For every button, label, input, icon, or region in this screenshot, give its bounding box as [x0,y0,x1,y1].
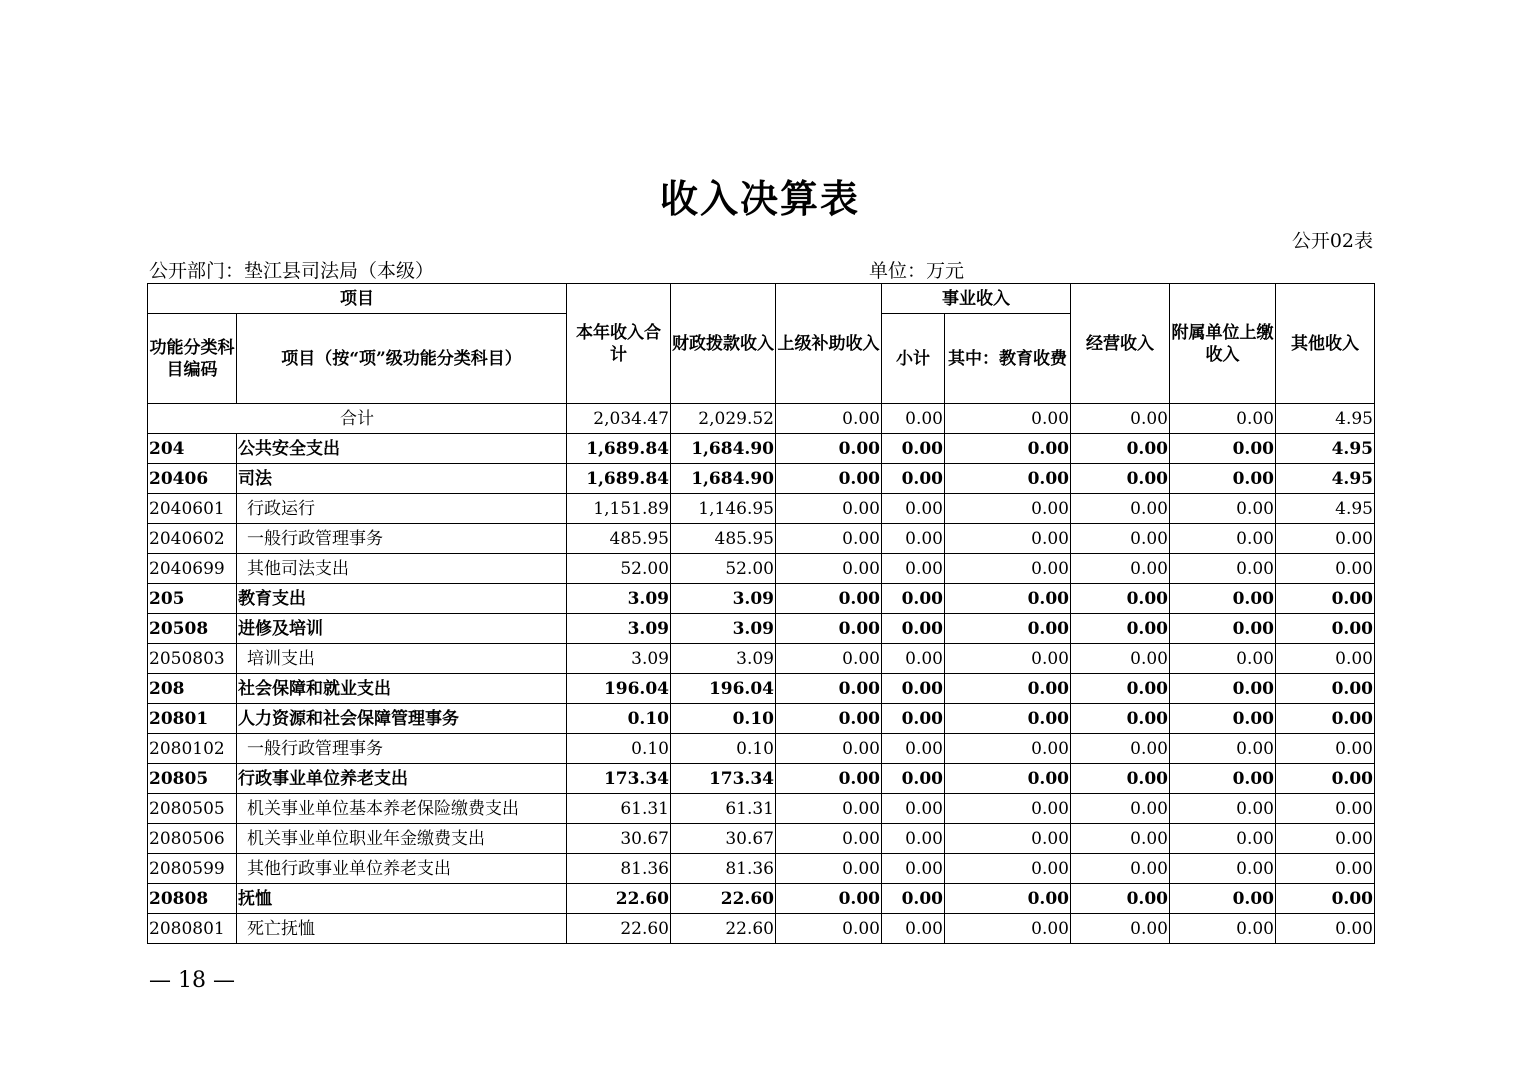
row-name: 其他司法支出 [237,554,567,584]
header-code: 功能分类科目编码 [148,314,237,404]
row-code: 208 [148,674,237,704]
cell-total: 81.36 [567,854,671,884]
cell-operation: 0.00 [1071,764,1170,794]
cell-other: 0.00 [1276,854,1375,884]
table-row [148,884,1375,914]
row-code: 2040699 [148,554,237,584]
cell-total: 485.95 [567,524,671,554]
cell-fiscal: 30.67 [671,824,776,854]
header-subtotal: 小计 [882,314,945,404]
row-code: 2080505 [148,794,237,824]
cell-other: 4.95 [1276,434,1375,464]
cell-superior: 0.00 [776,734,882,764]
row-code: 2080599 [148,854,237,884]
cell-education: 0.00 [945,704,1071,734]
row-name: 行政运行 [237,494,567,524]
cell-other: 0.00 [1276,644,1375,674]
cell-affiliated: 0.00 [1170,464,1276,494]
table-body [148,404,1375,944]
cell-total: 22.60 [567,914,671,944]
cell-other: 4.95 [1276,494,1375,524]
cell-total: 3.09 [567,584,671,614]
cell-affiliated: 0.00 [1170,674,1276,704]
row-name: 其他行政事业单位养老支出 [237,854,567,884]
cell-operation: 0.00 [1071,554,1170,584]
cell-affiliated: 0.00 [1170,584,1276,614]
cell-other: 0.00 [1276,584,1375,614]
cell-education: 0.00 [945,614,1071,644]
cell-superior: 0.00 [776,554,882,584]
cell-education: 0.00 [945,824,1071,854]
cell-other: 0.00 [1276,914,1375,944]
cell-total: 22.60 [567,884,671,914]
cell-fiscal: 3.09 [671,614,776,644]
cell-superior: 0.00 [776,494,882,524]
cell-total: 3.09 [567,614,671,644]
table-row [148,674,1375,704]
cell-operation: 0.00 [1071,584,1170,614]
cell-other: 0.00 [1276,764,1375,794]
cell-operation: 0.00 [1071,404,1170,434]
cell-fiscal: 52.00 [671,554,776,584]
cell-affiliated: 0.00 [1170,524,1276,554]
cell-subtotal: 0.00 [882,434,945,464]
cell-operation: 0.00 [1071,704,1170,734]
row-name: 社会保障和就业支出 [237,674,567,704]
cell-education: 0.00 [945,434,1071,464]
cell-superior: 0.00 [776,824,882,854]
header-fiscal: 财政拨款收入 [671,284,776,404]
cell-superior: 0.00 [776,884,882,914]
cell-affiliated: 0.00 [1170,884,1276,914]
cell-education: 0.00 [945,734,1071,764]
cell-subtotal: 0.00 [882,554,945,584]
cell-operation: 0.00 [1071,524,1170,554]
cell-subtotal: 0.00 [882,404,945,434]
table-row [148,404,1375,434]
table-row [148,854,1375,884]
cell-affiliated: 0.00 [1170,644,1276,674]
cell-subtotal: 0.00 [882,734,945,764]
cell-education: 0.00 [945,884,1071,914]
cell-superior: 0.00 [776,614,882,644]
cell-total: 1,689.84 [567,434,671,464]
table-row [148,524,1375,554]
cell-fiscal: 1,684.90 [671,434,776,464]
cell-fiscal: 3.09 [671,644,776,674]
cell-operation: 0.00 [1071,824,1170,854]
cell-subtotal: 0.00 [882,644,945,674]
cell-total: 30.67 [567,824,671,854]
row-name: 培训支出 [237,644,567,674]
row-code: 2080102 [148,734,237,764]
cell-other: 0.00 [1276,614,1375,644]
cell-subtotal: 0.00 [882,854,945,884]
cell-superior: 0.00 [776,404,882,434]
row-code: 2050803 [148,644,237,674]
cell-education: 0.00 [945,464,1071,494]
table-row [148,764,1375,794]
cell-operation: 0.00 [1071,854,1170,884]
cell-education: 0.00 [945,914,1071,944]
cell-operation: 0.00 [1071,734,1170,764]
cell-superior: 0.00 [776,794,882,824]
header-superior: 上级补助收入 [776,284,882,404]
cell-fiscal: 22.60 [671,884,776,914]
table-row [148,554,1375,584]
cell-fiscal: 485.95 [671,524,776,554]
department-label: 公开部门：垫江县司法局（本级） [149,260,435,282]
row-name: 一般行政管理事务 [237,524,567,554]
row-code: 20801 [148,704,237,734]
cell-total: 61.31 [567,794,671,824]
table-row [148,644,1375,674]
cell-total: 3.09 [567,644,671,674]
row-code: 2040602 [148,524,237,554]
cell-education: 0.00 [945,584,1071,614]
cell-affiliated: 0.00 [1170,794,1276,824]
cell-education: 0.00 [945,794,1071,824]
cell-superior: 0.00 [776,704,882,734]
unit-label: 单位：万元 [869,260,965,282]
cell-subtotal: 0.00 [882,464,945,494]
cell-other: 0.00 [1276,524,1375,554]
cell-education: 0.00 [945,644,1071,674]
header-name: 项目（按“项”级功能分类科目） [237,314,567,404]
cell-total: 2,034.47 [567,404,671,434]
cell-education: 0.00 [945,554,1071,584]
table-row [148,464,1375,494]
cell-subtotal: 0.00 [882,794,945,824]
cell-other: 0.00 [1276,674,1375,704]
header-total: 本年收入合计 [567,284,671,404]
cell-other: 4.95 [1276,404,1375,434]
cell-affiliated: 0.00 [1170,614,1276,644]
cell-operation: 0.00 [1071,434,1170,464]
cell-education: 0.00 [945,854,1071,884]
cell-other: 0.00 [1276,554,1375,584]
cell-affiliated: 0.00 [1170,704,1276,734]
cell-other: 0.00 [1276,884,1375,914]
row-code: 2040601 [148,494,237,524]
cell-fiscal: 1,146.95 [671,494,776,524]
cell-operation: 0.00 [1071,674,1170,704]
row-name: 一般行政管理事务 [237,734,567,764]
cell-fiscal: 1,684.90 [671,464,776,494]
cell-superior: 0.00 [776,524,882,554]
cell-subtotal: 0.00 [882,614,945,644]
header-affiliated: 附属单位上缴收入 [1170,284,1276,404]
cell-fiscal: 173.34 [671,764,776,794]
cell-total: 52.00 [567,554,671,584]
cell-superior: 0.00 [776,464,882,494]
cell-operation: 0.00 [1071,494,1170,524]
table-row [148,704,1375,734]
cell-subtotal: 0.00 [882,584,945,614]
row-name: 进修及培训 [237,614,567,644]
header-other: 其他收入 [1276,284,1375,404]
cell-affiliated: 0.00 [1170,404,1276,434]
header-education: 其中：教育收费 [945,314,1071,404]
cell-superior: 0.00 [776,914,882,944]
table-row [148,794,1375,824]
row-code: 20406 [148,464,237,494]
cell-affiliated: 0.00 [1170,434,1276,464]
table-row [148,614,1375,644]
cell-fiscal: 81.36 [671,854,776,884]
cell-superior: 0.00 [776,644,882,674]
table-row [148,494,1375,524]
cell-other: 4.95 [1276,464,1375,494]
cell-affiliated: 0.00 [1170,494,1276,524]
cell-superior: 0.00 [776,764,882,794]
row-code: 205 [148,584,237,614]
row-name: 死亡抚恤 [237,914,567,944]
cell-superior: 0.00 [776,434,882,464]
cell-subtotal: 0.00 [882,524,945,554]
cell-total: 173.34 [567,764,671,794]
cell-other: 0.00 [1276,734,1375,764]
row-code: 204 [148,434,237,464]
cell-subtotal: 0.00 [882,764,945,794]
cell-superior: 0.00 [776,674,882,704]
row-name: 公共安全支出 [237,434,567,464]
cell-fiscal: 3.09 [671,584,776,614]
cell-affiliated: 0.00 [1170,764,1276,794]
table-row [148,824,1375,854]
page-title: 收入决算表 [659,176,860,221]
row-code: 2080506 [148,824,237,854]
cell-affiliated: 0.00 [1170,854,1276,884]
cell-total: 1,151.89 [567,494,671,524]
cell-total: 0.10 [567,734,671,764]
row-name: 机关事业单位职业年金缴费支出 [237,824,567,854]
row-name: 机关事业单位基本养老保险缴费支出 [237,794,567,824]
cell-subtotal: 0.00 [882,884,945,914]
cell-operation: 0.00 [1071,644,1170,674]
cell-superior: 0.00 [776,584,882,614]
row-name: 司法 [237,464,567,494]
cell-subtotal: 0.00 [882,704,945,734]
table-number: 公开02表 [1291,230,1373,252]
cell-education: 0.00 [945,674,1071,704]
row-name: 合计 [148,404,567,434]
table-row [148,734,1375,764]
cell-fiscal: 0.10 [671,704,776,734]
cell-subtotal: 0.00 [882,674,945,704]
income-table [147,283,1375,944]
cell-education: 0.00 [945,494,1071,524]
cell-fiscal: 2,029.52 [671,404,776,434]
cell-total: 196.04 [567,674,671,704]
cell-education: 0.00 [945,524,1071,554]
cell-fiscal: 196.04 [671,674,776,704]
cell-total: 0.10 [567,704,671,734]
cell-fiscal: 61.31 [671,794,776,824]
cell-affiliated: 0.00 [1170,554,1276,584]
row-name: 抚恤 [237,884,567,914]
header-project: 项目 [148,284,567,314]
row-name: 行政事业单位养老支出 [237,764,567,794]
row-code: 20508 [148,614,237,644]
header-business: 事业收入 [882,284,1071,314]
cell-fiscal: 0.10 [671,734,776,764]
cell-total: 1,689.84 [567,464,671,494]
table-row [148,434,1375,464]
cell-operation: 0.00 [1071,464,1170,494]
cell-education: 0.00 [945,764,1071,794]
row-code: 20808 [148,884,237,914]
header-operation: 经营收入 [1071,284,1170,404]
cell-affiliated: 0.00 [1170,824,1276,854]
cell-fiscal: 22.60 [671,914,776,944]
cell-subtotal: 0.00 [882,824,945,854]
row-code: 2080801 [148,914,237,944]
cell-other: 0.00 [1276,794,1375,824]
row-name: 教育支出 [237,584,567,614]
table-row [148,584,1375,614]
cell-other: 0.00 [1276,704,1375,734]
cell-education: 0.00 [945,404,1071,434]
cell-operation: 0.00 [1071,794,1170,824]
row-name: 人力资源和社会保障管理事务 [237,704,567,734]
cell-affiliated: 0.00 [1170,734,1276,764]
cell-operation: 0.00 [1071,914,1170,944]
cell-superior: 0.00 [776,854,882,884]
cell-operation: 0.00 [1071,614,1170,644]
cell-subtotal: 0.00 [882,914,945,944]
page-number: — 18 — [149,968,235,993]
cell-subtotal: 0.00 [882,494,945,524]
table-row [148,914,1375,944]
cell-other: 0.00 [1276,824,1375,854]
row-code: 20805 [148,764,237,794]
cell-operation: 0.00 [1071,884,1170,914]
cell-affiliated: 0.00 [1170,914,1276,944]
